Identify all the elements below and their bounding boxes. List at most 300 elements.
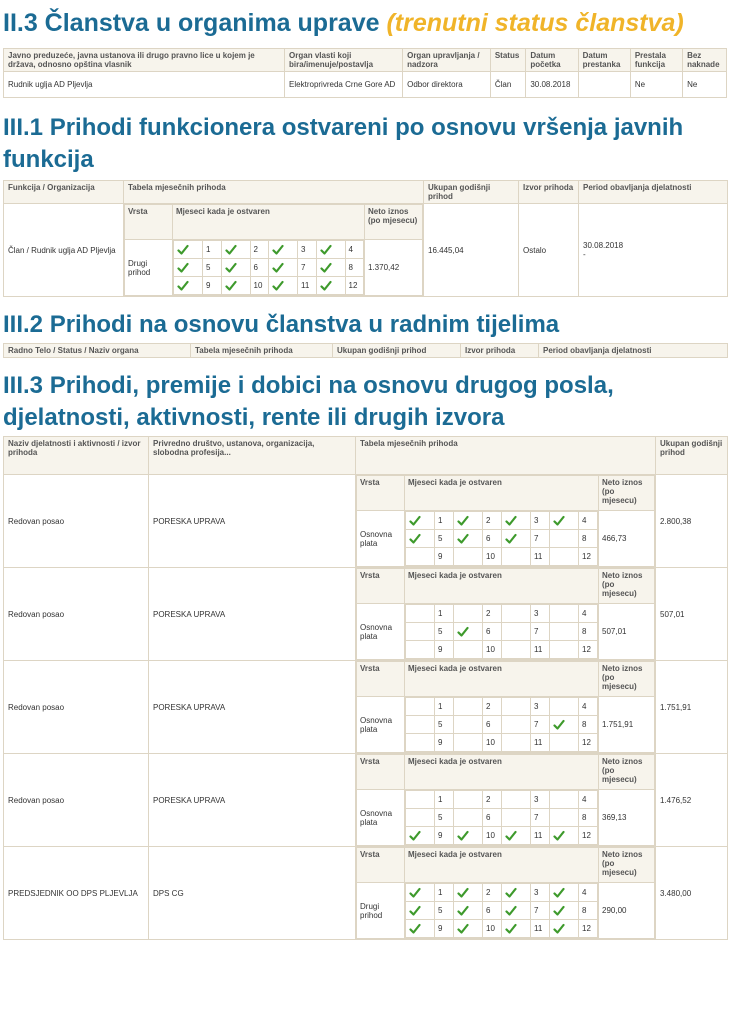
month-check-cell: [406, 716, 435, 734]
inner-header: Mjeseci kada je ostvaren: [405, 476, 599, 511]
month-number: 3: [531, 791, 550, 809]
month-check-cell: [502, 698, 531, 716]
inner-header: Mjeseci kada je ostvaren: [405, 755, 599, 790]
month-check-cell: [550, 827, 579, 845]
month-number: 1: [435, 605, 454, 623]
vrsta-cell: Drugi prihod: [357, 883, 405, 939]
neto-cell: 466,73: [599, 511, 655, 567]
inner-header: Vrsta: [357, 569, 405, 604]
check-icon: [457, 626, 469, 638]
month-check-cell: [406, 809, 435, 827]
month-check-cell: [174, 259, 203, 277]
months-cell: [405, 604, 599, 660]
month-check-cell: [502, 827, 531, 845]
month-check-cell: [406, 734, 435, 752]
table-cell: Ne: [683, 72, 727, 98]
month-grid: [405, 883, 598, 938]
naziv-cell: Redovan posao: [4, 475, 149, 568]
table-cell: Elektroprivreda Crne Gore AD: [285, 72, 403, 98]
month-check-cell: [454, 827, 483, 845]
month-check-cell: [174, 241, 203, 259]
month-number: 6: [483, 902, 502, 920]
month-check-cell: [550, 641, 579, 659]
column-header: Status: [490, 49, 526, 72]
month-check-cell: [550, 809, 579, 827]
inner-header: Neto iznos (po mjesecu): [599, 476, 655, 511]
month-number: 5: [435, 623, 454, 641]
check-icon: [457, 533, 469, 545]
month-number: 1: [203, 241, 222, 259]
month-check-cell: [454, 641, 483, 659]
inner-header: Vrsta: [357, 476, 405, 511]
vrsta-cell: Osnovna plata: [357, 790, 405, 846]
month-number: 9: [435, 548, 454, 566]
month-number: 1: [435, 512, 454, 530]
source-cell: Ostalo: [519, 204, 579, 297]
check-icon: [505, 515, 517, 527]
month-check-cell: [550, 791, 579, 809]
month-number: 8: [579, 530, 598, 548]
month-check-cell: [454, 623, 483, 641]
total-cell: 1.476,52: [656, 754, 728, 847]
month-check-cell: [502, 623, 531, 641]
period-start: 30.08.2018: [583, 241, 624, 250]
month-number: 8: [345, 259, 364, 277]
month-check-cell: [406, 791, 435, 809]
vrsta-cell: Osnovna plata: [357, 604, 405, 660]
column-header: Datum početka: [526, 49, 578, 72]
check-icon: [177, 244, 189, 256]
inner-header: Vrsta: [357, 755, 405, 790]
org-cell: PORESKA UPRAVA: [149, 568, 356, 661]
month-check-cell: [454, 548, 483, 566]
header-row: [4, 181, 728, 204]
month-check-cell: [406, 698, 435, 716]
month-number: 11: [531, 548, 550, 566]
month-check-cell: [550, 698, 579, 716]
month-number: 3: [531, 884, 550, 902]
check-icon: [409, 923, 421, 935]
month-check-cell: [454, 698, 483, 716]
months-cell: [405, 697, 599, 753]
section-title-drugi-prihodi: III.3 Prihodi, premije i dobici na osnovu drugog posla, djelatnosti, aktivnosti, rente ili drugih izvora: [3, 372, 614, 431]
month-check-cell: [502, 884, 531, 902]
monthly-income-cell: [356, 847, 656, 940]
month-grid: [173, 240, 364, 295]
month-check-cell: [406, 605, 435, 623]
month-number: 9: [435, 827, 454, 845]
inner-header: Neto iznos (po mjesecu): [365, 205, 423, 240]
month-number: 5: [435, 716, 454, 734]
month-check-cell: [269, 277, 298, 295]
month-check-cell: [454, 605, 483, 623]
column-header: Izvor prihoda: [519, 181, 579, 204]
working-bodies-table: [3, 343, 728, 358]
total-cell: 1.751,91: [656, 661, 728, 754]
inner-header: Vrsta: [357, 848, 405, 883]
month-number: 7: [298, 259, 317, 277]
public-function-income-table: [3, 180, 728, 297]
month-number: 5: [435, 902, 454, 920]
inner-header: Neto iznos (po mjesecu): [599, 755, 655, 790]
month-number: 4: [579, 698, 598, 716]
column-header: Period obavljanja djelatnosti: [579, 181, 728, 204]
month-number: 11: [531, 920, 550, 938]
column-header: Funkcija / Organizacija: [4, 181, 124, 204]
table-cell: Rudnik uglja AD Pljevlja: [4, 72, 285, 98]
section-title-radna-tijela: III.2 Prihodi na osnovu članstva u radnim tijelima: [3, 311, 560, 338]
month-number: 8: [579, 809, 598, 827]
monthly-table: [356, 754, 655, 846]
table-row: [4, 204, 728, 297]
check-icon: [225, 244, 237, 256]
month-check-cell: [502, 734, 531, 752]
month-number: 7: [531, 623, 550, 641]
month-number: 6: [483, 716, 502, 734]
check-icon: [409, 905, 421, 917]
month-number: 6: [250, 259, 269, 277]
month-check-cell: [316, 259, 345, 277]
month-check-cell: [550, 548, 579, 566]
month-number: 2: [483, 512, 502, 530]
total-cell: 3.480,00: [656, 847, 728, 940]
check-icon: [272, 280, 284, 292]
vrsta-cell: Drugi prihod: [125, 240, 173, 296]
column-header: Naziv djelatnosti i aktivnosti / izvor prihoda: [4, 437, 149, 475]
month-number: 4: [579, 605, 598, 623]
month-check-cell: [550, 623, 579, 641]
column-header: Tabela mjesečnih prihoda: [124, 181, 424, 204]
monthly-income-cell: [356, 661, 656, 754]
column-header: Period obavljanja djelatnosti: [539, 344, 728, 358]
table-row: [4, 754, 728, 847]
column-header: Datum prestanka: [578, 49, 630, 72]
neto-cell: 290,00: [599, 883, 655, 939]
check-icon: [553, 905, 565, 917]
column-header: Privredno društvo, ustanova, organizacija, slobodna profesija...: [149, 437, 356, 475]
check-icon: [457, 923, 469, 935]
check-icon: [320, 244, 332, 256]
section-title-clanstva: [3, 8, 727, 44]
inner-header: Mjeseci kada je ostvaren: [405, 569, 599, 604]
table-row: [4, 847, 728, 940]
month-grid: [405, 697, 598, 752]
monthly-table: [356, 661, 655, 753]
check-icon: [409, 533, 421, 545]
table-row: [4, 568, 728, 661]
month-number: 2: [483, 698, 502, 716]
inner-header: Vrsta: [125, 205, 173, 240]
check-icon: [505, 533, 517, 545]
check-icon: [457, 887, 469, 899]
column-header: Tabela mjesečnih prihoda: [356, 437, 656, 475]
total-cell: 507,01: [656, 568, 728, 661]
month-check-cell: [406, 641, 435, 659]
check-icon: [553, 830, 565, 842]
month-check-cell: [502, 605, 531, 623]
month-check-cell: [454, 734, 483, 752]
month-check-cell: [550, 902, 579, 920]
table-cell: Odbor direktora: [403, 72, 491, 98]
month-number: 7: [531, 809, 550, 827]
column-header: Tabela mjesečnih prihoda: [191, 344, 333, 358]
section-title-prihodi-funkcionera: III.1 Prihodi funkcionera ostvareni po osnovu vršenja javnih funkcija: [3, 114, 684, 173]
month-check-cell: [454, 920, 483, 938]
month-check-cell: [406, 920, 435, 938]
org-cell: PORESKA UPRAVA: [149, 475, 356, 568]
month-number: 1: [435, 791, 454, 809]
month-number: 8: [579, 902, 598, 920]
month-check-cell: [502, 548, 531, 566]
month-grid: [405, 511, 598, 566]
month-number: 5: [435, 809, 454, 827]
check-icon: [553, 719, 565, 731]
check-icon: [272, 244, 284, 256]
month-check-cell: [454, 791, 483, 809]
title-text: II.3 Članstva u organima uprave: [3, 9, 380, 37]
month-check-cell: [454, 809, 483, 827]
month-check-cell: [406, 884, 435, 902]
month-check-cell: [406, 623, 435, 641]
month-number: 4: [579, 512, 598, 530]
org-cell: PORESKA UPRAVA: [149, 754, 356, 847]
org-cell: DPS CG: [149, 847, 356, 940]
check-icon: [505, 887, 517, 899]
month-number: 6: [483, 809, 502, 827]
monthly-table: [356, 847, 655, 939]
check-icon: [553, 923, 565, 935]
table-cell: Član: [490, 72, 526, 98]
column-header: Izvor prihoda: [461, 344, 539, 358]
monthly-income-cell: [124, 204, 424, 297]
months-cell: [405, 511, 599, 567]
month-number: 12: [579, 734, 598, 752]
month-number: 10: [483, 734, 502, 752]
month-number: 7: [531, 716, 550, 734]
org-cell: Član / Rudnik uglja AD Pljevlja: [4, 204, 124, 297]
month-check-cell: [550, 716, 579, 734]
month-check-cell: [502, 716, 531, 734]
month-check-cell: [406, 512, 435, 530]
inner-header: Neto iznos (po mjesecu): [599, 569, 655, 604]
inner-header: Neto iznos (po mjesecu): [599, 848, 655, 883]
table-cell: 30.08.2018: [526, 72, 578, 98]
month-number: 8: [579, 623, 598, 641]
column-header: Javno preduzeće, javna ustanova ili drugo pravno lice u kojem je država, odnosno opština vlasnik: [4, 49, 285, 72]
monthly-income-cell: [356, 475, 656, 568]
total-cell: 2.800,38: [656, 475, 728, 568]
monthly-table: [124, 204, 423, 296]
month-check-cell: [502, 641, 531, 659]
month-number: 4: [345, 241, 364, 259]
month-number: 9: [203, 277, 222, 295]
neto-cell: 1.370,42: [365, 240, 423, 296]
month-number: 2: [483, 791, 502, 809]
month-grid: [405, 790, 598, 845]
vrsta-cell: Osnovna plata: [357, 697, 405, 753]
month-number: 4: [579, 791, 598, 809]
check-icon: [225, 280, 237, 292]
month-number: 2: [250, 241, 269, 259]
table-cell: Ne: [630, 72, 682, 98]
month-number: 1: [435, 884, 454, 902]
table-row: [4, 72, 727, 98]
column-header: Prestala funkcija: [630, 49, 682, 72]
month-number: 5: [435, 530, 454, 548]
check-icon: [505, 830, 517, 842]
month-check-cell: [174, 277, 203, 295]
month-check-cell: [454, 884, 483, 902]
month-number: 12: [579, 827, 598, 845]
month-number: 12: [579, 920, 598, 938]
check-icon: [505, 923, 517, 935]
monthly-income-cell: [356, 568, 656, 661]
month-number: 9: [435, 734, 454, 752]
check-icon: [409, 515, 421, 527]
naziv-cell: Redovan posao: [4, 754, 149, 847]
month-number: 3: [298, 241, 317, 259]
month-check-cell: [550, 884, 579, 902]
month-number: 3: [531, 605, 550, 623]
month-check-cell: [550, 920, 579, 938]
month-number: 9: [435, 641, 454, 659]
month-number: 10: [483, 548, 502, 566]
month-number: 2: [483, 605, 502, 623]
check-icon: [457, 830, 469, 842]
inner-header: Mjeseci kada je ostvaren: [405, 662, 599, 697]
month-check-cell: [406, 530, 435, 548]
month-number: 7: [531, 902, 550, 920]
table-row: [4, 661, 728, 754]
membership-header-row: [4, 49, 727, 72]
membership-table: [3, 48, 727, 98]
month-grid: [405, 604, 598, 659]
org-cell: PORESKA UPRAVA: [149, 661, 356, 754]
column-header: Ukupan godišnji prihod: [656, 437, 728, 475]
month-check-cell: [454, 512, 483, 530]
table-cell: [578, 72, 630, 98]
month-number: 10: [483, 641, 502, 659]
column-header: Ukupan godišnji prihod: [333, 344, 461, 358]
month-number: 10: [483, 827, 502, 845]
column-header: Organ vlasti koji bira/imenuje/postavlja: [285, 49, 403, 72]
month-check-cell: [221, 241, 250, 259]
month-check-cell: [550, 512, 579, 530]
check-icon: [177, 280, 189, 292]
month-check-cell: [221, 259, 250, 277]
column-header: Bez naknade: [683, 49, 727, 72]
month-check-cell: [502, 791, 531, 809]
month-check-cell: [269, 259, 298, 277]
table-row: [4, 475, 728, 568]
month-number: 6: [483, 623, 502, 641]
month-number: 11: [531, 641, 550, 659]
month-number: 11: [298, 277, 317, 295]
period-cell: [579, 204, 728, 297]
check-icon: [225, 262, 237, 274]
check-icon: [457, 905, 469, 917]
month-number: 10: [483, 920, 502, 938]
month-check-cell: [406, 902, 435, 920]
months-cell: [173, 240, 365, 296]
check-icon: [320, 280, 332, 292]
naziv-cell: Redovan posao: [4, 661, 149, 754]
check-icon: [457, 515, 469, 527]
month-number: 8: [579, 716, 598, 734]
check-icon: [553, 887, 565, 899]
month-check-cell: [502, 530, 531, 548]
inner-header: Neto iznos (po mjesecu): [599, 662, 655, 697]
month-number: 12: [579, 548, 598, 566]
month-check-cell: [454, 530, 483, 548]
month-check-cell: [502, 920, 531, 938]
total-cell: 16.445,04: [424, 204, 519, 297]
check-icon: [553, 515, 565, 527]
neto-cell: 1.751,91: [599, 697, 655, 753]
monthly-table: [356, 568, 655, 660]
check-icon: [409, 887, 421, 899]
month-number: 4: [579, 884, 598, 902]
monthly-income-cell: [356, 754, 656, 847]
month-number: 1: [435, 698, 454, 716]
month-check-cell: [550, 734, 579, 752]
month-number: 6: [483, 530, 502, 548]
neto-cell: 507,01: [599, 604, 655, 660]
month-check-cell: [550, 530, 579, 548]
month-check-cell: [454, 716, 483, 734]
month-check-cell: [454, 902, 483, 920]
inner-header: Vrsta: [357, 662, 405, 697]
month-number: 3: [531, 512, 550, 530]
month-check-cell: [406, 548, 435, 566]
month-check-cell: [502, 809, 531, 827]
months-cell: [405, 790, 599, 846]
check-icon: [272, 262, 284, 274]
check-icon: [505, 905, 517, 917]
check-icon: [177, 262, 189, 274]
month-check-cell: [502, 902, 531, 920]
inner-header: Mjeseci kada je ostvaren: [173, 205, 365, 240]
check-icon: [320, 262, 332, 274]
column-header: Organ upravljanja / nadzora: [403, 49, 491, 72]
naziv-cell: PREDSJEDNIK OO DPS PLJEVLJA: [4, 847, 149, 940]
other-income-table: [3, 436, 728, 940]
neto-cell: 369,13: [599, 790, 655, 846]
month-number: 9: [435, 920, 454, 938]
period-end: -: [583, 250, 586, 259]
month-number: 10: [250, 277, 269, 295]
month-number: 11: [531, 827, 550, 845]
naziv-cell: Redovan posao: [4, 568, 149, 661]
header-row: [4, 344, 728, 358]
column-header: Radno Telo / Status / Naziv organa: [4, 344, 191, 358]
months-cell: [405, 883, 599, 939]
month-number: 12: [345, 277, 364, 295]
month-check-cell: [316, 241, 345, 259]
month-number: 5: [203, 259, 222, 277]
month-number: 2: [483, 884, 502, 902]
month-check-cell: [316, 277, 345, 295]
month-number: 12: [579, 641, 598, 659]
month-check-cell: [221, 277, 250, 295]
month-check-cell: [406, 827, 435, 845]
month-check-cell: [502, 512, 531, 530]
column-header: Ukupan godišnji prihod: [424, 181, 519, 204]
month-check-cell: [269, 241, 298, 259]
check-icon: [409, 830, 421, 842]
header-row: [4, 437, 728, 475]
month-number: 3: [531, 698, 550, 716]
